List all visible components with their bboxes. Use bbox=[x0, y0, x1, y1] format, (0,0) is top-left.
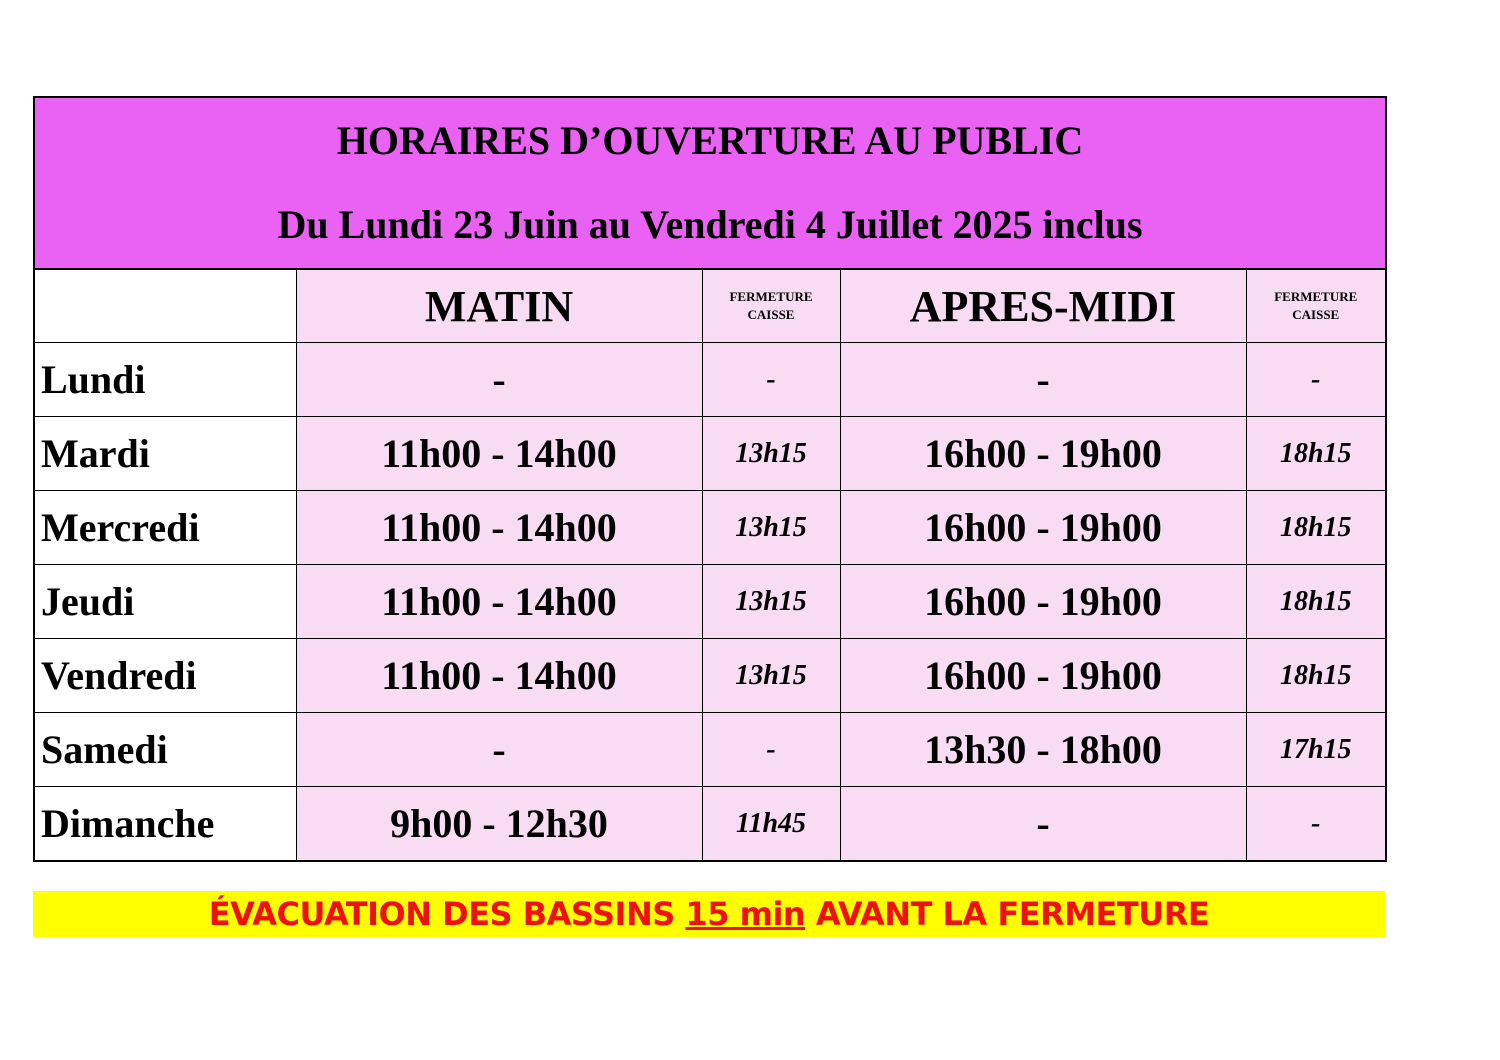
column-header-row bbox=[34, 269, 1386, 343]
fermeture-caisse-apres-midi: - bbox=[1246, 787, 1386, 862]
date-range-subtitle: Du Lundi 23 Juin au Vendredi 4 Juillet 2025 inclus bbox=[277, 202, 1143, 247]
day-label: Mercredi bbox=[34, 491, 296, 565]
apres-midi-slot: 13h30 - 18h00 bbox=[840, 713, 1246, 787]
schedule-sheet bbox=[33, 96, 1385, 862]
apres-midi-slot: 16h00 - 19h00 bbox=[840, 639, 1246, 713]
table-row bbox=[34, 343, 1386, 417]
apres-midi-slot: - bbox=[840, 787, 1246, 862]
fermeture-caisse-matin: 13h15 bbox=[702, 417, 840, 491]
title-row bbox=[34, 97, 1386, 269]
day-label: Mardi bbox=[34, 417, 296, 491]
matin-slot: - bbox=[296, 343, 702, 417]
notice-text-before: ÉVACUATION DES BASSINS bbox=[208, 895, 686, 933]
notice-text-after: AVANT LA FERMETURE bbox=[805, 895, 1210, 933]
notice-text-underlined: 15 min bbox=[685, 895, 806, 933]
table-row bbox=[34, 565, 1386, 639]
fermeture-caisse-apres-midi: - bbox=[1246, 343, 1386, 417]
day-label: Jeudi bbox=[34, 565, 296, 639]
header-apres-midi: APRES-MIDI bbox=[840, 269, 1246, 343]
table-row bbox=[34, 787, 1386, 862]
matin-slot: 11h00 - 14h00 bbox=[296, 491, 702, 565]
title-cell bbox=[34, 97, 1386, 269]
fermeture-caisse-matin: - bbox=[702, 713, 840, 787]
fermeture-caisse-matin: 13h15 bbox=[702, 565, 840, 639]
header-blank-cell bbox=[34, 269, 296, 343]
evacuation-notice bbox=[33, 891, 1385, 937]
table-row bbox=[34, 491, 1386, 565]
schedule-table bbox=[33, 96, 1387, 862]
apres-midi-slot: 16h00 - 19h00 bbox=[840, 565, 1246, 639]
day-label: Vendredi bbox=[34, 639, 296, 713]
fermeture-caisse-apres-midi: 18h15 bbox=[1246, 565, 1386, 639]
table-row bbox=[34, 713, 1386, 787]
matin-slot: - bbox=[296, 713, 702, 787]
day-label: Samedi bbox=[34, 713, 296, 787]
fermeture-caisse-matin: 13h15 bbox=[702, 639, 840, 713]
matin-slot: 11h00 - 14h00 bbox=[296, 417, 702, 491]
header-fermeture-caisse-2: FERMETURE CAISSE bbox=[1246, 269, 1386, 343]
table-row bbox=[34, 639, 1386, 713]
matin-slot: 9h00 - 12h30 bbox=[296, 787, 702, 862]
table-row bbox=[34, 417, 1386, 491]
fermeture-caisse-apres-midi: 18h15 bbox=[1246, 491, 1386, 565]
fermeture-caisse-apres-midi: 17h15 bbox=[1246, 713, 1386, 787]
matin-slot: 11h00 - 14h00 bbox=[296, 639, 702, 713]
matin-slot: 11h00 - 14h00 bbox=[296, 565, 702, 639]
page-title: HORAIRES D’OUVERTURE AU PUBLIC bbox=[336, 118, 1084, 163]
apres-midi-slot: - bbox=[840, 343, 1246, 417]
header-matin: MATIN bbox=[296, 269, 702, 343]
day-label: Lundi bbox=[34, 343, 296, 417]
apres-midi-slot: 16h00 - 19h00 bbox=[840, 417, 1246, 491]
fermeture-caisse-matin: 11h45 bbox=[702, 787, 840, 862]
fermeture-caisse-matin: - bbox=[702, 343, 840, 417]
header-fermeture-caisse-1: FERMETURE CAISSE bbox=[702, 269, 840, 343]
fermeture-caisse-apres-midi: 18h15 bbox=[1246, 417, 1386, 491]
apres-midi-slot: 16h00 - 19h00 bbox=[840, 491, 1246, 565]
fermeture-caisse-apres-midi: 18h15 bbox=[1246, 639, 1386, 713]
fermeture-caisse-matin: 13h15 bbox=[702, 491, 840, 565]
day-label: Dimanche bbox=[34, 787, 296, 862]
